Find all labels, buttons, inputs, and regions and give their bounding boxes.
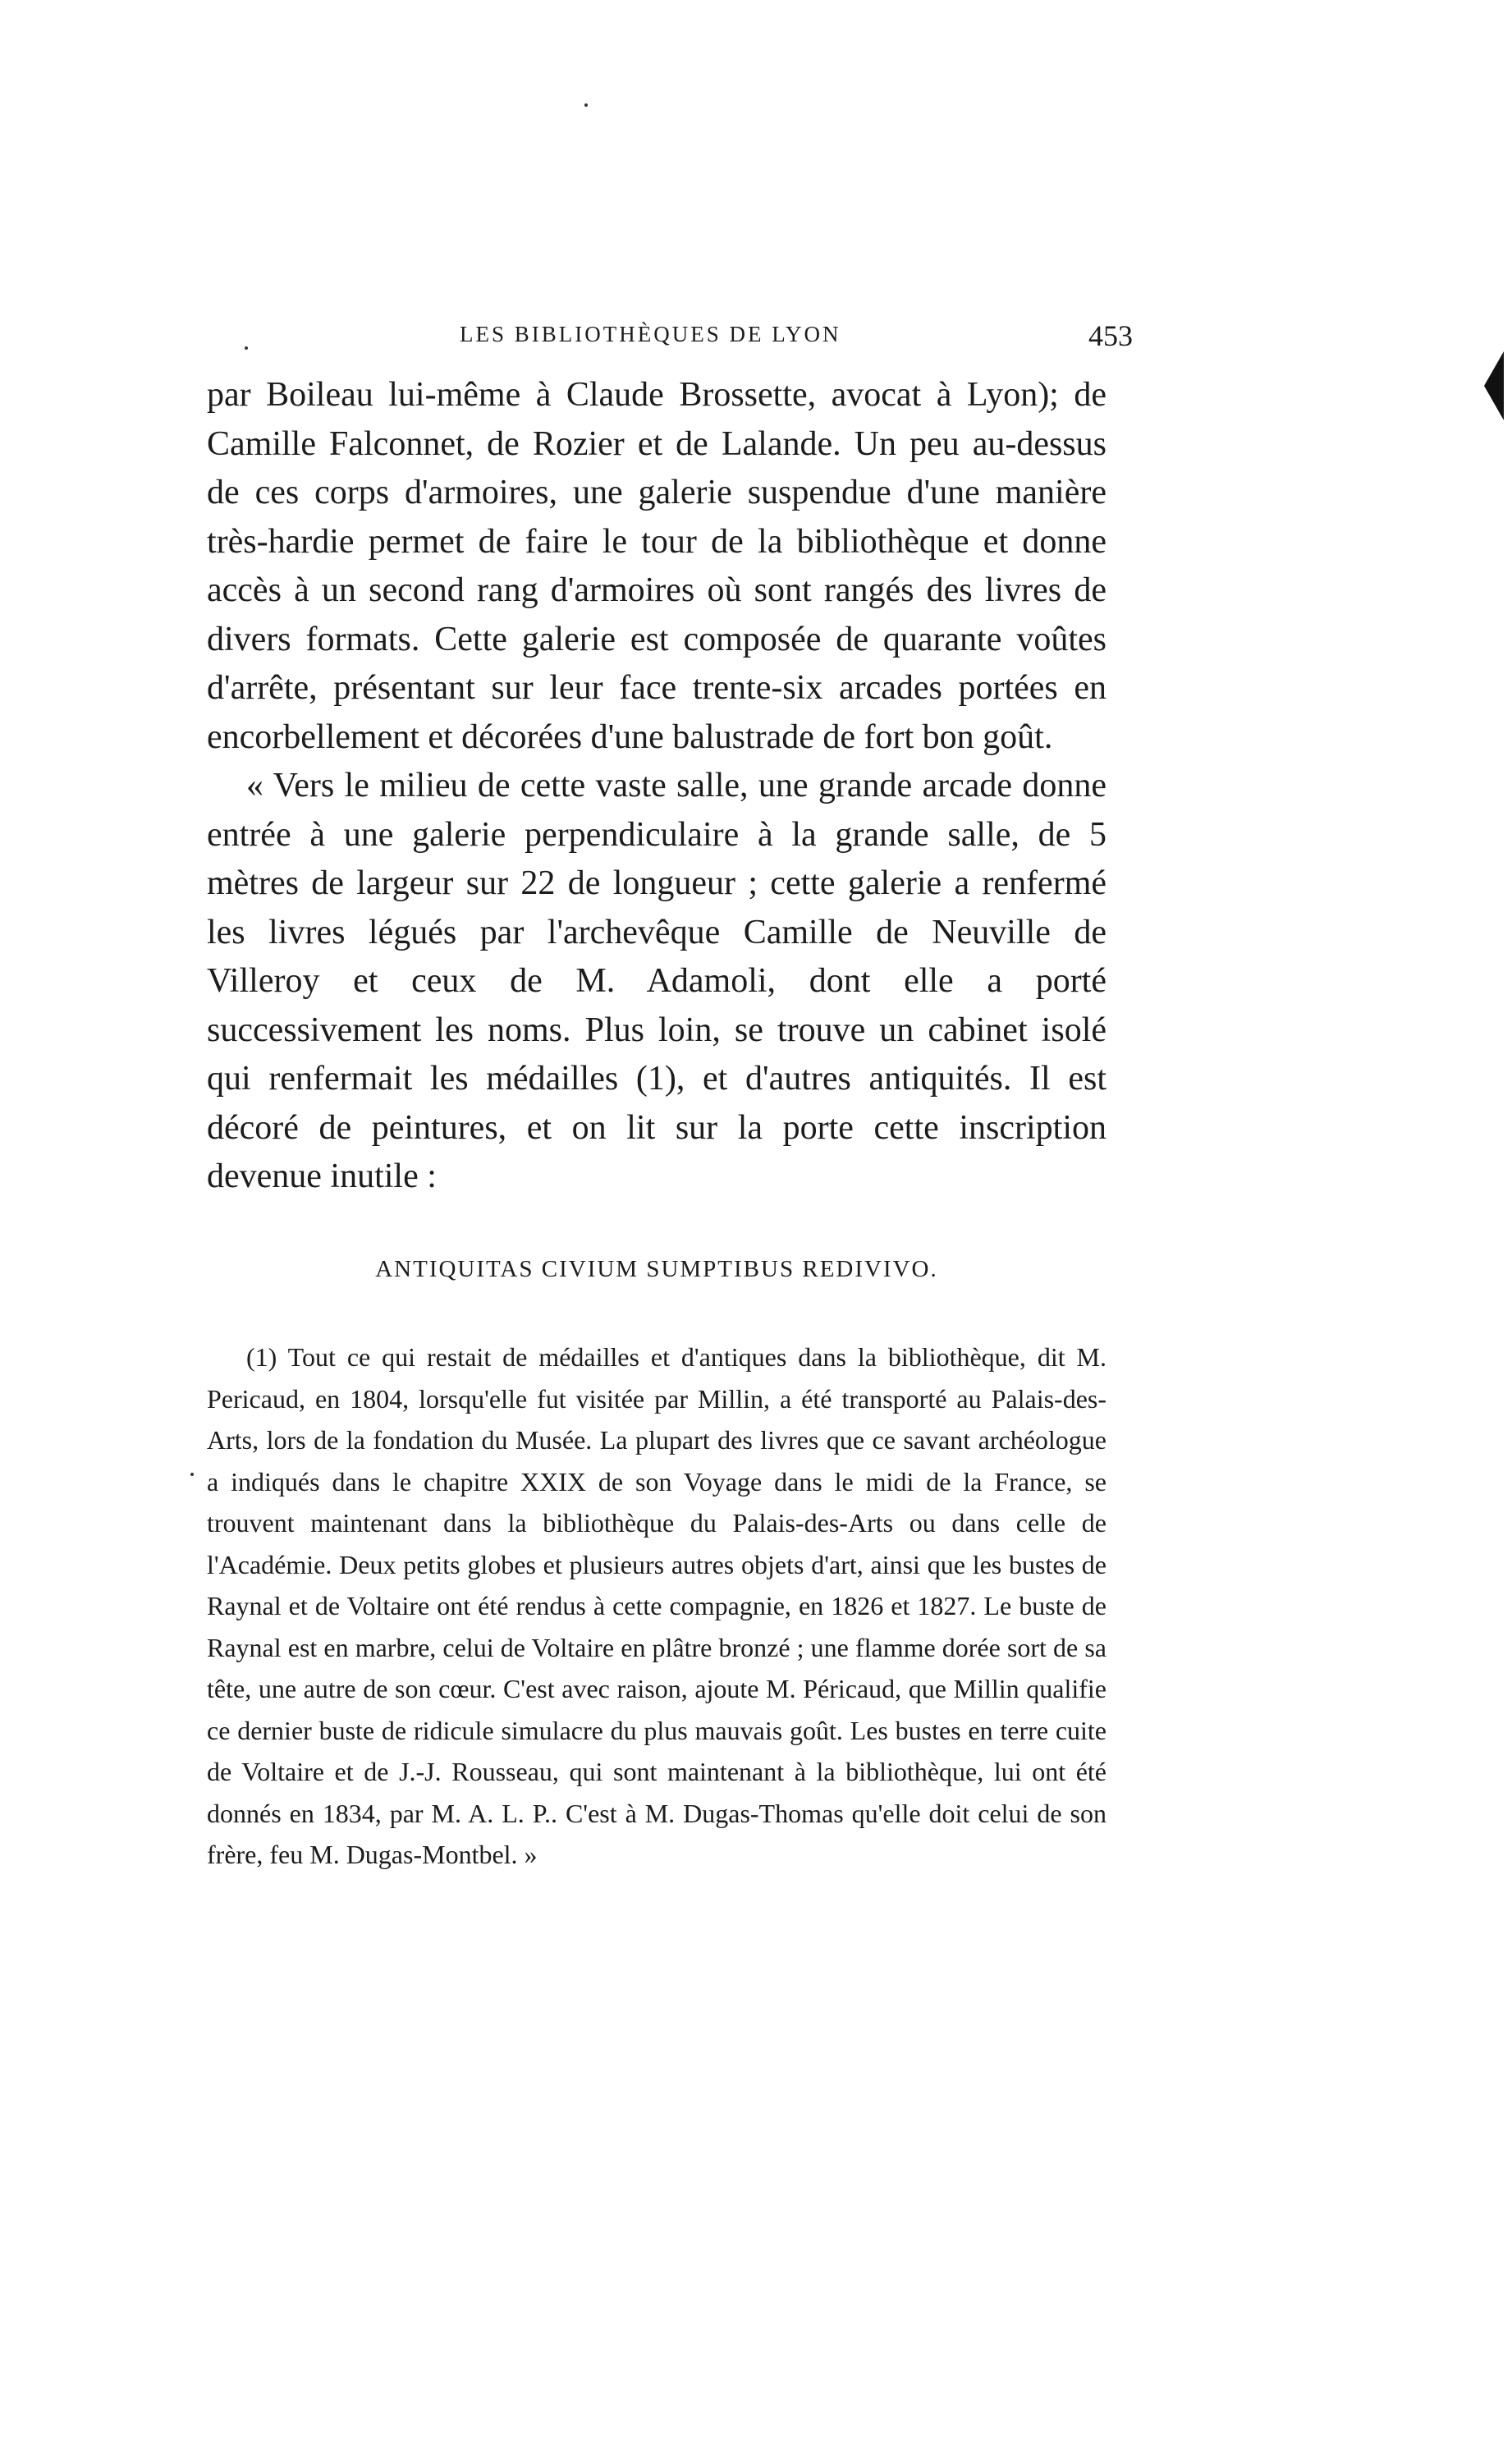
paper-speck <box>584 103 588 107</box>
paper-speck <box>190 1473 194 1476</box>
footnote: (1) Tout ce qui restait de médailles et d'antiques dans la bibliothèque, dit M. Pericaud, en 1804, lorsqu'elle fut visitée par Millin, a été transporté au Palais-des-Arts, lors de la fondation du Musée. La plupart des livres que ce savant archéologue a indiqués dans le chapitre XXIX de son Voyage dans le midi de la France, se trouvent maintenant dans la bibliothèque du Palais-des-Arts ou dans celle de l'Académie. Deux petits globes et plusieurs autres objets d'art, ainsi que les bustes de Raynal et de Voltaire ont été rendus à cette compagnie, en 1826 et 1827. Le buste de Raynal est en marbre, celui de Voltaire en plâtre bronzé ; une flamme dorée sort de sa tête, une autre de son cœur. C'est avec raison, ajoute M. Péricaud, que Millin qualifie ce dernier buste de ridicule simulacre du plus mauvais goût. Les bustes en terre cuite de Voltaire et de J.-J. Rousseau, qui sont maintenant à la bibliothèque, lui ont été donnés en 1834, par M. A. L. P.. C'est à M. Dugas-Thomas qu'elle doit celui de son frère, feu M. Dugas-Montbel. » <box>207 1342 1107 1869</box>
inscription: ANTIQUITAS CIVIUM SUMPTIBUS REDIVIVO. <box>375 1256 938 1282</box>
paragraph: « Vers le milieu de cette vaste salle, une grande arcade donne entrée à une galerie perpendiculaire à la grande salle, de 5 mètres de largeur sur 22 de longueur ; cette galerie a renfermé les livres légués par l'archevêque Camille de Neuville de Villeroy et ceux de M. Adamoli, dont elle a porté successivement les noms. Plus loin, se trouve un cabinet isolé qui renfermait les médailles (1), et d'autres antiquités. Il est décoré de peintures, et on lit sur la porte cette inscription devenue inutile : <box>207 767 1107 1195</box>
paper-speck <box>245 346 248 350</box>
margin-tab-marker <box>1484 351 1504 420</box>
main-text <box>207 371 1107 1202</box>
paragraph: par Boileau lui-même à Claude Brossette, avocat à Lyon); de Camille Falconnet, de Rozier et de Lalande. Un peu au-dessus de ces corps d'armoires, une galerie suspendue d'une manière très-hardie permet de faire le tour de la bibliothèque et donne accès à un second rang d'armoires où sont rangés des livres de divers formats. Cette galerie est composée de quarante voûtes d'arrête, présentant sur leur face trente-six arcades portées en encorbellement et décorées d'une balustrade de fort bon goût. <box>207 376 1107 756</box>
page-number: 453 <box>1088 319 1133 352</box>
running-title: LES BIBLIOTHÈQUES DE LYON <box>460 322 841 346</box>
page-header <box>460 319 1133 355</box>
